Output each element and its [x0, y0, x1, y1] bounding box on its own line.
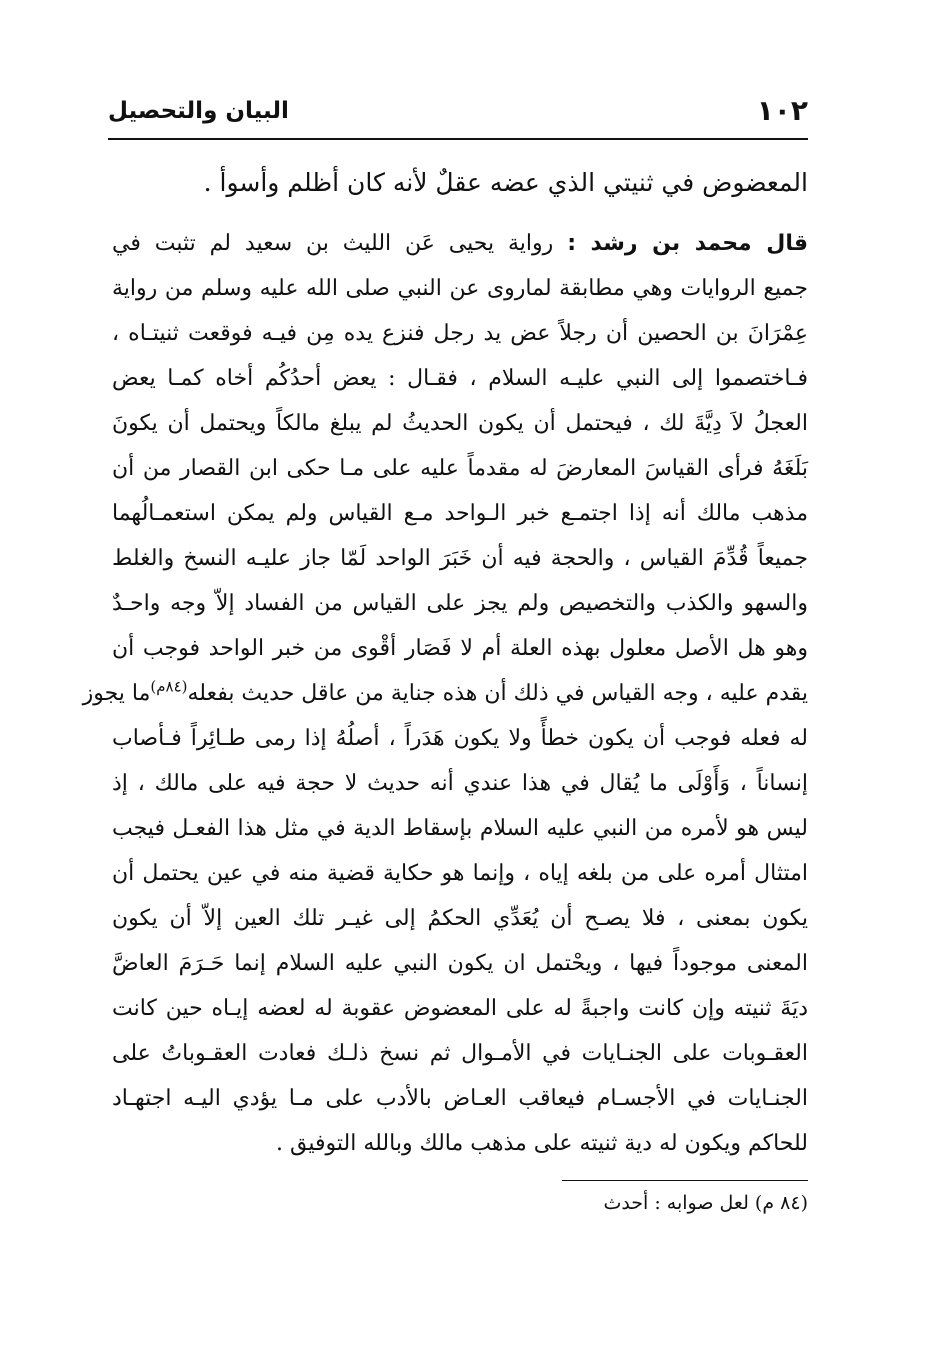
text-line: ديَةَ ثنيته وإن كانت واجبةً له على المعضوض عقوبة له لعضه إيـاه حين كانت — [112, 996, 808, 1021]
running-title: البيان والتحصيل — [108, 98, 289, 124]
speaker-label: قال محمد بن رشد : — [567, 231, 808, 256]
text-line: فـاختصموا إلى النبي عليـه السلام ، فقـال : يعض أحدُكُم أخاه كمـا يعض — [112, 366, 808, 391]
text-line: مذهب مالك أنه إذا اجتمـع خبر الـواحد مـع القياس ولم يمكن استعمـالُهما — [112, 501, 808, 526]
header-rule — [108, 138, 808, 140]
text-line: جميعاً قُدِّمَ القياس ، والحجة فيه أن خَبَرَ الواحد لَمّا جاز عليـه النسخ والغلط — [112, 546, 808, 571]
text-line: قال محمد بن رشد : رواية يحيى عَن الليث بن سعيد لم تثبت في — [112, 231, 808, 256]
text-line: العجلُ لاَ دِيَّةَ لك ، فيحتمل أن يكون الحديثُ لم يبلغ مالكاً ويحتمل أن يكونَ — [112, 411, 808, 436]
text-line: ليس هو لأمره من النبي عليه السلام بإسقاط الدية في مثل هذا الفعـل فيجب — [112, 816, 808, 841]
text-line: يكون بمعنى ، فلا يصـح أن يُعَدِّي الحكمُ إلى غيـر تلك العين إلاّ أن يكون — [112, 906, 808, 931]
text-line: العقـوبات على الجنـايات في الأمـوال ثم نسخ ذلـك فعادت العقـوباتُ على — [112, 1041, 808, 1066]
footnote-rule — [562, 1180, 808, 1181]
text-line: جميع الروايات وهي مطابقة لماروى عن النبي صلى الله عليه وسلم من رواية — [112, 276, 808, 301]
page-number: ١٠٢ — [756, 94, 808, 127]
main-text — [82, 160, 808, 1166]
footnote: (٨٤ م) لعل صوابه : أحدث — [603, 1192, 808, 1214]
footnote-reference: (٨٤م) — [150, 677, 188, 696]
text-line: المعنى موجوداً فيها ، ويحْتمل ان يكون النبي عليه السلام إنما حَـرَمَ العاضَّ — [112, 951, 808, 976]
text-line: إنساناً ، وَأَوْلَى ما يُقال في هذا عندي أنه حديث لا حجة فيه على مالك ، إذ — [112, 771, 808, 796]
page-header — [108, 92, 808, 132]
text-line: بَلَغَهُ فرأى القياسَ المعارضَ له مقدماً عليه على مـا حكى ابن القصار من أن — [112, 456, 808, 481]
text-line: يقدم عليه ، وجه القياس في ذلك أن هذه جناية من عاقل حديث بفعله$^{(٨٤م)}$ما يجوز — [82, 677, 808, 706]
text-line: عِمْرَانَ بن الحصين أن رجلاً عض يد رجل فنزع يده مِن فيـه فوقعت ثنيتـاه ، — [112, 321, 808, 346]
text-line: والسهو والكذب والتخصيص ولم يجز على القياس من الفساد إلاّ وجه واحـدٌ — [112, 591, 808, 616]
text-line: الجنـايات في الأجسـام فيعاقب العـاض بالأدب على مـا يؤدي اليـه اجتهـاد — [112, 1086, 808, 1111]
text-line: المعضوض في ثنيتي الذي عضه عقلٌ لأنه كان أظلم وأسوأ . — [203, 168, 808, 197]
text-line: وهو هل الأصل معلول بهذه العلة أم لا فَصَار أقْوى من خبر الواحد فوجب أن — [112, 636, 808, 661]
text-line: امتثال أمره على من بلغه إياه ، وإنما هو حكاية قضية منه في عين يحتمل أن — [112, 861, 808, 886]
text-line: للحاكم ويكون له دية ثنيته على مذهب مالك وبالله التوفيق . — [276, 1131, 808, 1156]
text-line: له فعله فوجب أن يكون خطأً ولا يكون هَدَراً ، أصلُهُ إذا رمى طـائِراً فـأصاب — [112, 726, 808, 751]
